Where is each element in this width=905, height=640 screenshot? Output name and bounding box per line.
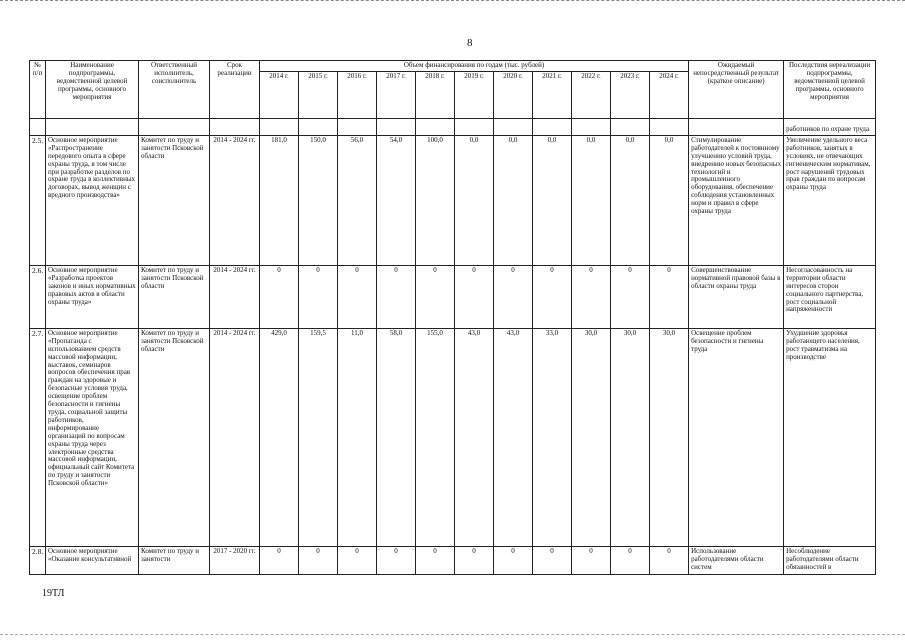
header-year: 2022 г. xyxy=(572,71,611,118)
row-value: 0 xyxy=(377,546,416,574)
header-year: 2017 г. xyxy=(377,71,416,118)
row-result: Стимулирование работодателей к постоянному улучшению условий труда, внедрению новых безопасных технологий и промышленного оборудования, обеспечение соблюдения установленных норм и правил в сфере охраны труда xyxy=(689,135,784,265)
row-value: 181,0 xyxy=(260,135,299,265)
scan-bottom-edge xyxy=(0,634,905,635)
row-result: Совершенствование нормативной правовой базы в области охраны труда xyxy=(689,265,784,328)
table-row-continuation xyxy=(30,118,876,135)
header-consequences: Последствия нереализации подпрограммы, ведомственной целевой программы, основного мероприятия xyxy=(784,61,876,119)
carry-over-text: работников по охране труда xyxy=(784,118,876,135)
row-term: 2017 - 2020 гг. xyxy=(210,546,260,574)
row-value: 43,0 xyxy=(494,328,533,546)
row-value: 0 xyxy=(650,546,689,574)
table-row xyxy=(30,135,876,265)
row-consequences: Ухудшение здоровья работающего населения, рост травматизма на производстве xyxy=(784,328,876,546)
program-table xyxy=(29,60,876,575)
row-value: 56,0 xyxy=(338,135,377,265)
row-value: 0 xyxy=(494,265,533,328)
row-number: 2.8. xyxy=(30,546,46,574)
row-value: 0 xyxy=(455,265,494,328)
row-value: 0,0 xyxy=(611,135,650,265)
row-executor: Комитет по труду и занятости Псковской области xyxy=(139,135,210,265)
row-value: 0 xyxy=(338,546,377,574)
row-value: 11,0 xyxy=(338,328,377,546)
row-value: 0 xyxy=(494,546,533,574)
header-year: 2016 г. xyxy=(338,71,377,118)
row-name: Основное мероприятие «Распространение передового опыта в сфере охраны труда, в том числе при разработке разделов по охране труда в коллективных договорах, вывод женщин с вредного производства» xyxy=(46,135,139,265)
row-value: 0 xyxy=(416,546,455,574)
header-year: 2021 г. xyxy=(533,71,572,118)
row-value: 30,0 xyxy=(650,328,689,546)
row-value: 0 xyxy=(572,265,611,328)
row-value: 0 xyxy=(416,265,455,328)
row-value: 0,0 xyxy=(455,135,494,265)
row-value: 150,0 xyxy=(299,135,338,265)
row-value: 0 xyxy=(611,546,650,574)
row-value: 0 xyxy=(455,546,494,574)
header-year: 2014 г. xyxy=(260,71,299,118)
row-executor: Комитет по труду и занятости xyxy=(139,546,210,574)
row-value: 100,0 xyxy=(416,135,455,265)
row-number: 2.7. xyxy=(30,328,46,546)
header-year: 2015 г. xyxy=(299,71,338,118)
row-value: 0,0 xyxy=(494,135,533,265)
row-value: 0 xyxy=(572,546,611,574)
header-term: Срок реализации xyxy=(210,61,260,119)
scan-top-edge xyxy=(0,0,905,5)
row-value: 155,0 xyxy=(416,328,455,546)
row-value: 0 xyxy=(338,265,377,328)
row-value: 0,0 xyxy=(533,135,572,265)
row-value: 0 xyxy=(299,265,338,328)
row-term: 2014 - 2024 гг. xyxy=(210,265,260,328)
row-value: 30,0 xyxy=(611,328,650,546)
row-result: Освещение проблем безопасности и гигиены труда xyxy=(689,328,784,546)
header-name: Наименование подпрограммы, ведомственной целевой программы, основного мероприятия xyxy=(46,61,139,119)
row-value: 43,0 xyxy=(455,328,494,546)
row-executor: Комитет по труду и занятости Псковской области xyxy=(139,328,210,546)
header-year: 2024 г. xyxy=(650,71,689,118)
header-result: Ожидаемый непосредственный результат (краткое описание) xyxy=(689,61,784,119)
footer-code: 19ТЛ xyxy=(42,588,65,599)
row-value: 54,0 xyxy=(377,135,416,265)
row-number: 2.6. xyxy=(30,265,46,328)
row-value: 0 xyxy=(611,265,650,328)
row-value: 0 xyxy=(650,265,689,328)
row-value: 30,0 xyxy=(572,328,611,546)
row-number: 2.5. xyxy=(30,135,46,265)
row-value: 0 xyxy=(260,546,299,574)
row-value: 0 xyxy=(533,546,572,574)
row-value: 33,0 xyxy=(533,328,572,546)
page-number: 8 xyxy=(467,37,473,49)
row-value: 0 xyxy=(260,265,299,328)
row-result: Использование работодателями области систем xyxy=(689,546,784,574)
row-name: Основное мероприятие «Разработка проектов законов и иных нормативных правовых актов в области охраны труда» xyxy=(46,265,139,328)
row-value: 0,0 xyxy=(650,135,689,265)
row-consequences: Несоблюдение работодателями области обязанностей в xyxy=(784,546,876,574)
row-executor: Комитет по труду и занятости Псковской области xyxy=(139,265,210,328)
row-consequences: Несогласованность на территории области интересов сторон социального партнерства, рост социальной напряженности xyxy=(784,265,876,328)
header-year: 2023 г. xyxy=(611,71,650,118)
header-funding: Объем финансирования по годам (тыс. рублей) xyxy=(260,61,689,72)
row-value: 58,0 xyxy=(377,328,416,546)
table-row xyxy=(30,265,876,328)
row-consequences: Увеличение удельного веса работников, занятых в условиях, не отвечающих гигиеническим нормативам, рост нарушений трудовых прав граждан по вопросам охраны труда xyxy=(784,135,876,265)
row-term: 2014 - 2024 гг. xyxy=(210,135,260,265)
header-executor: Ответственный исполнитель, соисполнитель xyxy=(139,61,210,119)
header-year: 2019 г. xyxy=(455,71,494,118)
row-value: 159,5 xyxy=(299,328,338,546)
header-year: 2020 г. xyxy=(494,71,533,118)
row-value: 0,0 xyxy=(572,135,611,265)
row-value: 0 xyxy=(299,546,338,574)
table-row xyxy=(30,328,876,546)
table-row xyxy=(30,546,876,574)
row-value: 429,0 xyxy=(260,328,299,546)
row-value: 0 xyxy=(377,265,416,328)
header-year: 2018 г. xyxy=(416,71,455,118)
row-term: 2014 - 2024 гг. xyxy=(210,328,260,546)
row-value: 0 xyxy=(533,265,572,328)
header-no: № п/п xyxy=(30,61,46,119)
row-name: Основное мероприятие «Оказание консультативной xyxy=(46,546,139,574)
row-name: Основное мероприятие «Пропаганда с использованием средств массовой информации, выставок, семинаров вопросов обеспечения прав граждан на здоровые и безопасные условия труда, освещение проблем безопасности и гигиены труда, социальной защиты работников, информирование организаций по вопросам охраны труда через электронные средства массовой информации, официальный сайт Комитета по труду и занятости Псковской области» xyxy=(46,328,139,546)
